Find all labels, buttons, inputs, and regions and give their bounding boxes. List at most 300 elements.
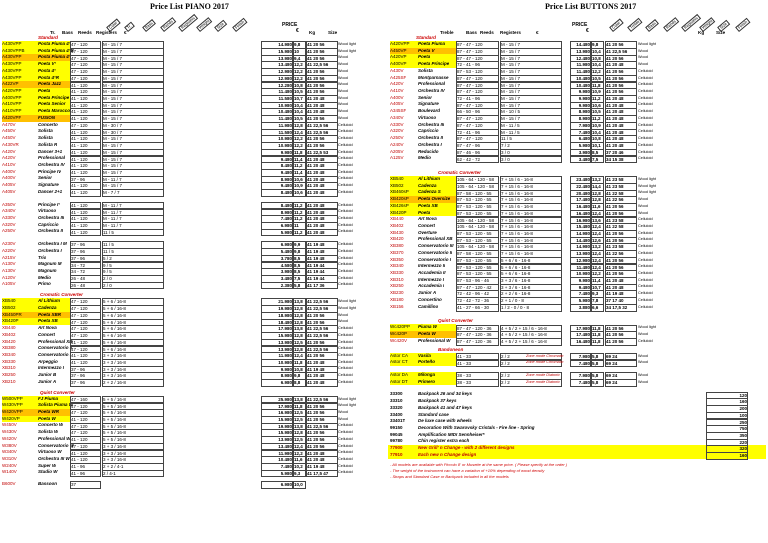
keys-value: 37 bbox=[70, 481, 101, 489]
accessory-price: 100 bbox=[706, 412, 748, 420]
mode-note: Zone mode Diatonic bbox=[526, 379, 560, 384]
size-value: 41 20 48 bbox=[605, 129, 637, 137]
registers-value: 5 + 5 / 16-8 bbox=[102, 409, 164, 417]
model-name: Camillino bbox=[418, 303, 439, 309]
keys-value: 87 - 47 - 120 bbox=[456, 102, 499, 110]
model-name: Posta Piuma 4°B bbox=[38, 47, 74, 53]
price-value: 15.480 bbox=[570, 223, 591, 231]
model-code: XB156 bbox=[390, 303, 404, 309]
finish-value: Celluloid bbox=[338, 326, 353, 331]
keys-value: 41 - 120 bbox=[70, 162, 101, 170]
price-value: 15.980 bbox=[261, 416, 293, 424]
size-value: 37 17 40 bbox=[605, 297, 637, 305]
weight-value: 9,8 bbox=[293, 372, 306, 380]
piano-row bbox=[0, 162, 372, 169]
price-value: 14.480 bbox=[570, 41, 591, 49]
size-value: 41 22,5 56 bbox=[306, 423, 338, 431]
weight-value: 12,4 bbox=[591, 257, 604, 265]
size-value: 41 22,5 56 bbox=[306, 122, 338, 130]
buttons-section-bandoneon: Bandoneon bbox=[438, 346, 464, 352]
size-value: 41 20 48 bbox=[605, 284, 637, 292]
piano-price-unit: € bbox=[296, 28, 299, 34]
keys-value: 87 - 47 - 120 - 36 bbox=[456, 338, 499, 346]
model-code: A405V bbox=[2, 182, 16, 188]
registers-value: 5 + 6 / 16-8 bbox=[102, 305, 164, 313]
finish-value: Celluloid bbox=[338, 282, 353, 287]
size-value: 69 24 bbox=[605, 353, 637, 361]
keys-value: 47 - 120 bbox=[70, 41, 101, 49]
size-value: 41 20 56 bbox=[306, 115, 338, 123]
buttons-row bbox=[388, 68, 766, 75]
buttons-row bbox=[388, 142, 766, 149]
piano-row bbox=[0, 215, 372, 222]
model-name: Professional XB bbox=[418, 236, 453, 242]
weight-value: 11,2 bbox=[591, 95, 604, 103]
model-name: Conservatorio III bbox=[418, 243, 454, 249]
price-value: 3.880 bbox=[570, 304, 591, 312]
accessory-row bbox=[388, 452, 766, 459]
model-name: Posta Piuma 4° bbox=[38, 41, 71, 46]
model-name: Cadenza bbox=[418, 182, 437, 188]
finish-value: Celluloid bbox=[338, 229, 353, 234]
keys-value: 87 - 53 - 120 - 55 bbox=[456, 264, 499, 272]
size-value: 41 20 48 bbox=[605, 108, 637, 116]
model-name: Virtuoso bbox=[38, 208, 57, 214]
model-code: A410V bbox=[2, 161, 16, 167]
model-code: Wc420PP bbox=[390, 324, 411, 330]
model-code: XB380 bbox=[390, 243, 404, 249]
model-code: A230V bbox=[2, 241, 16, 247]
finish-value: Celluloid bbox=[638, 338, 653, 343]
model-code: Astor CA bbox=[390, 352, 409, 358]
weight-value: 10,4 bbox=[591, 48, 604, 56]
piano-converter-row bbox=[0, 372, 372, 379]
finish-value: Wood bbox=[638, 379, 648, 384]
price-value: 15.980 bbox=[261, 429, 293, 437]
price-value: 19.980 bbox=[261, 423, 293, 431]
piano-converter-row bbox=[0, 312, 372, 319]
registers-value: 5 + 6 / 16-8 bbox=[102, 339, 164, 347]
buttons-bandoneon-row bbox=[388, 359, 766, 366]
model-name: Junior A bbox=[418, 290, 437, 296]
size-value: 41 20 48 bbox=[306, 372, 338, 380]
model-name: Posta Piuma 4° bbox=[38, 54, 71, 60]
model-name: Poeta V bbox=[418, 47, 435, 53]
price-value: 18.980 bbox=[261, 312, 293, 320]
registers-value: M - 15 / 7 bbox=[102, 55, 164, 63]
weight-value: 13,6 bbox=[591, 217, 604, 225]
price-value: 7.480 bbox=[261, 215, 293, 223]
size-value: 41 22 58 bbox=[605, 223, 637, 231]
weight-value: 8,5 bbox=[293, 255, 306, 263]
accessory-desc: Chin register extra each bbox=[418, 438, 470, 444]
piano-quint-row bbox=[0, 443, 372, 450]
registers-value: M - 11 / 7 bbox=[102, 176, 164, 184]
weight-value: 13,2 bbox=[591, 243, 604, 251]
accessory-price: 120 bbox=[706, 392, 748, 400]
registers-value: 7 + 15 / 6 - 16-8 bbox=[500, 196, 562, 204]
finish-value: Celluloid bbox=[638, 142, 653, 147]
accessory-code: 33401T bbox=[390, 418, 406, 424]
keys-value: 72 - 42 - 72 - 36 bbox=[456, 297, 499, 305]
registers-value: 5 + 5 / 16-8 bbox=[102, 416, 164, 424]
keys-value: 87 - 47 - 120 bbox=[456, 55, 499, 63]
piano-bassoon-row bbox=[0, 481, 372, 488]
model-code: A330V bbox=[390, 121, 404, 127]
keys-value: 41 - 120 bbox=[70, 182, 101, 190]
piano-row bbox=[0, 68, 372, 75]
price-value: 13.980 bbox=[261, 339, 293, 347]
size-value: 41 20 56 bbox=[306, 436, 338, 444]
weight-value: 9,3 bbox=[591, 290, 604, 298]
model-name: Professional W bbox=[418, 337, 451, 343]
accessory-row bbox=[388, 445, 766, 452]
buttons-price-sheet bbox=[388, 0, 768, 543]
price-value: 6.980 bbox=[261, 379, 293, 387]
accessory-row bbox=[388, 405, 766, 412]
keys-value: 87 - 53 - 120 - 55 bbox=[456, 257, 499, 265]
price-value: 6.480 bbox=[570, 135, 591, 143]
price-value: 14.980 bbox=[261, 41, 293, 49]
price-value: 10.480 bbox=[261, 108, 293, 116]
model-code: Astor DA bbox=[390, 371, 409, 377]
rotated-header: Weight bbox=[196, 17, 212, 32]
weight-value: 12,2 bbox=[293, 135, 306, 143]
finish-value: Wood bbox=[638, 372, 648, 377]
weight-value: 7,8 bbox=[591, 297, 604, 305]
price-value: 11.580 bbox=[261, 95, 293, 103]
piano-row bbox=[0, 202, 372, 209]
model-name: Poeta Principe bbox=[418, 61, 450, 67]
size-value: 34 17,5 32 bbox=[605, 304, 637, 312]
registers-value: 5 + 6 / 16-8 bbox=[102, 346, 164, 354]
size-value: 41 20 48 bbox=[306, 95, 338, 103]
registers-value: M - 15 / 7 bbox=[500, 75, 562, 83]
model-code: A105V bbox=[2, 281, 16, 287]
buttons-col-treble: Treble bbox=[440, 30, 454, 35]
keys-value: 41 - 120 bbox=[70, 229, 101, 237]
size-value: 41 20 56 bbox=[306, 82, 338, 90]
piano-converter-row bbox=[0, 345, 372, 352]
model-name: Poeta XB bbox=[38, 318, 58, 324]
weight-value: 9,3 bbox=[293, 470, 306, 478]
model-code: A400VP bbox=[390, 61, 407, 67]
model-code: A320V bbox=[390, 128, 404, 134]
weight-value: 9,8 bbox=[293, 41, 306, 49]
registers-value: M - 11 / 5 bbox=[500, 129, 562, 137]
weight-value: 11,2 bbox=[591, 115, 604, 123]
size-value: 41 20 56 bbox=[605, 75, 637, 83]
registers-value: 11 / 5 bbox=[102, 248, 164, 256]
model-code: XB340 bbox=[2, 351, 16, 357]
piano-row bbox=[0, 108, 372, 115]
price-value: 12.980 bbox=[261, 75, 293, 83]
size-value: 41 20 56 bbox=[306, 319, 338, 327]
piano-row bbox=[0, 101, 372, 108]
weight-value: 10,4 bbox=[293, 108, 306, 116]
accessory-code: 99150 bbox=[390, 425, 403, 430]
model-code: A330V bbox=[2, 215, 16, 220]
finish-value: Celluloid bbox=[638, 291, 653, 296]
weight-value: 11,8 bbox=[591, 325, 604, 333]
model-name: Trio bbox=[38, 254, 47, 260]
keys-value: 41 - 120 bbox=[70, 436, 101, 444]
price-value: 9.480 bbox=[261, 182, 293, 190]
model-code: A420V bbox=[2, 148, 16, 154]
model-code: XB310 bbox=[390, 276, 404, 282]
finish-value: Celluloid bbox=[638, 237, 653, 242]
model-name: Junior A bbox=[38, 378, 57, 384]
size-value: 41 20 56 bbox=[306, 75, 338, 83]
keys-value: 47 - 120 bbox=[70, 298, 101, 306]
finish-value: Celluloid bbox=[338, 183, 353, 188]
registers-value: 5 + 5 / 16-8 bbox=[102, 429, 164, 437]
finish-value: Celluloid bbox=[638, 109, 653, 114]
size-value: 41 20 48 bbox=[306, 108, 338, 116]
price-value: 9.980 bbox=[261, 366, 293, 374]
rotated-header: Weight bbox=[699, 17, 715, 32]
weight-value: 12,6 bbox=[591, 237, 604, 245]
finish-value: Celluloid bbox=[638, 297, 653, 302]
finish-value: Celluloid bbox=[338, 202, 353, 207]
model-code: A430VPP bbox=[2, 54, 22, 60]
weight-value: 13,8 bbox=[293, 298, 306, 306]
finish-value: Wood bbox=[638, 332, 648, 337]
price-value: 16.980 bbox=[570, 217, 591, 225]
model-name: Conservatorio II bbox=[418, 249, 453, 255]
price-value: 10.980 bbox=[570, 270, 591, 278]
piano-row bbox=[0, 81, 372, 88]
model-name: Professional bbox=[418, 81, 446, 87]
size-value: 41 20 56 bbox=[306, 142, 338, 150]
price-value: 23.480 bbox=[570, 176, 591, 184]
price-value: 8.980 bbox=[570, 108, 591, 116]
accessory-price: 160 bbox=[706, 452, 748, 460]
model-name: Conservatorio I bbox=[38, 351, 72, 357]
registers-value: 9 / 5 bbox=[102, 268, 164, 276]
buttons-rotated-headers bbox=[610, 10, 763, 32]
model-code: XB540 bbox=[2, 298, 16, 304]
finish-value: Celluloid bbox=[638, 224, 653, 228]
accessory-price: 160 bbox=[706, 398, 748, 406]
registers-value: M - 11 / 5 bbox=[500, 122, 562, 130]
registers-value: 2 / 0 bbox=[102, 282, 164, 290]
size-value: 41 17,5 47 bbox=[306, 470, 338, 478]
buttons-row bbox=[388, 122, 766, 129]
accessory-code: 33320 bbox=[390, 404, 403, 410]
buttons-row bbox=[388, 88, 766, 95]
price-value: 11.980 bbox=[261, 122, 293, 130]
model-code: XB402 bbox=[2, 331, 16, 337]
price-value: 4.580 bbox=[261, 262, 293, 270]
keys-value: 87 - 53 - 120 - 55 bbox=[456, 270, 499, 278]
size-value: 41 20 48 bbox=[306, 202, 338, 210]
keys-value: 72 - 41 - 96 bbox=[456, 61, 499, 69]
size-value: 41 20 48 bbox=[306, 156, 338, 164]
keys-value: 41 - 120 bbox=[70, 359, 101, 367]
model-code: A420V bbox=[2, 155, 16, 161]
size-value: 41 19 48 bbox=[306, 248, 338, 256]
piano-row bbox=[0, 182, 372, 189]
registers-value: 2 / 2 bbox=[500, 353, 562, 361]
piano-row bbox=[0, 142, 372, 149]
model-code: XB420P bbox=[2, 318, 19, 324]
weight-value: 13,8 bbox=[293, 423, 306, 431]
piano-row bbox=[0, 208, 372, 215]
piano-converter-row bbox=[0, 332, 372, 339]
piano-row bbox=[0, 115, 372, 122]
piano-converter-row bbox=[0, 352, 372, 359]
buttons-price-label: PRICE bbox=[572, 22, 588, 28]
model-name: Medio bbox=[38, 274, 51, 280]
registers-value: 3 + 3 / 6 - 16-8 bbox=[500, 277, 562, 285]
model-name: Poeta Jazz bbox=[38, 81, 62, 87]
accessory-row bbox=[388, 432, 766, 439]
registers-value: 11 / 5 bbox=[102, 229, 164, 237]
accessory-desc: Decoration With Swarovsky Cristals - Fire line - Spring bbox=[418, 425, 535, 430]
keys-value: 37 - 96 bbox=[70, 176, 101, 184]
finish-value: Celluloid bbox=[338, 463, 353, 468]
finish-value: Wood bbox=[338, 75, 348, 80]
model-code: A420VPP bbox=[390, 41, 410, 46]
piano-quint-row bbox=[0, 396, 372, 403]
finish-value: Wood light bbox=[338, 42, 356, 46]
registers-value: 7 + 15 / 6 - 16-8 bbox=[500, 223, 562, 231]
keys-value: 47 - 120 bbox=[70, 305, 101, 313]
keys-value: 72 - 42 - 96 - 42 bbox=[456, 290, 499, 298]
size-value: 41 20 48 bbox=[306, 209, 338, 217]
finish-value: Celluloid bbox=[638, 129, 653, 134]
weight-value: 10,2 bbox=[293, 463, 306, 471]
price-value: 8.980 bbox=[570, 115, 591, 123]
price-value: 13.980 bbox=[261, 436, 293, 444]
keys-value: 41 - 27 - 66 - 30 bbox=[456, 304, 499, 312]
finish-value: Wood bbox=[338, 89, 348, 94]
buttons-converter-row bbox=[388, 203, 766, 210]
weight-value: 12,8 bbox=[293, 305, 306, 313]
model-name: Poeta V° bbox=[38, 61, 57, 67]
price-value: 21.980 bbox=[261, 298, 293, 306]
registers-value: M - 15 / 7 bbox=[500, 48, 562, 56]
finish-value: Celluloid bbox=[338, 443, 353, 448]
model-name: Poeta Piuma bbox=[418, 41, 446, 46]
registers-value: 3 + 3 / 16-8 bbox=[102, 359, 164, 367]
weight-value: 11,8 bbox=[591, 331, 604, 339]
weight-value: 10,9 bbox=[591, 88, 604, 96]
model-code: W420VP bbox=[2, 415, 20, 421]
price-value: 13.480 bbox=[261, 443, 293, 451]
model-code: XB180 bbox=[390, 296, 404, 302]
registers-value: M - 15 / 7 bbox=[102, 48, 164, 56]
buttons-row bbox=[388, 54, 766, 61]
buttons-col-size: Size bbox=[716, 30, 726, 35]
finish-value: Celluloid bbox=[638, 149, 653, 154]
registers-value: 5 + 6 / 16-8 bbox=[102, 298, 164, 306]
keys-value: 87 - 47 - 120 bbox=[456, 135, 499, 143]
finish-value: Celluloid bbox=[338, 436, 353, 441]
finish-value: Wood bbox=[638, 360, 648, 365]
keys-value: 47 - 120 bbox=[70, 75, 101, 83]
finish-value: Celluloid bbox=[638, 244, 653, 249]
registers-value: 2 / 2 bbox=[500, 360, 562, 368]
registers-value: M - 15 / 7 bbox=[102, 142, 164, 150]
piano-rotated-headers bbox=[107, 10, 310, 32]
piano-row bbox=[0, 222, 372, 229]
model-code: A340V bbox=[2, 208, 16, 214]
rotated-header: Registers bbox=[178, 14, 198, 32]
weight-value: 12,5 bbox=[293, 436, 306, 444]
buttons-col-bass: Bass bbox=[466, 30, 477, 35]
buttons-bandoneon-row bbox=[388, 353, 766, 360]
model-code: A405V bbox=[390, 101, 404, 107]
model-code: A250V bbox=[390, 135, 404, 141]
registers-value: 3 + 3 / 16-8 bbox=[102, 366, 164, 374]
buttons-converter-row bbox=[388, 257, 766, 264]
registers-value: 3 + 3 / 16-8 bbox=[102, 352, 164, 360]
model-code: W450V bbox=[2, 422, 17, 428]
buttons-converter-row bbox=[388, 297, 766, 304]
registers-value: 4 + 5 / 2 + 15 / 6 - 16-8 bbox=[500, 338, 562, 346]
size-value: 41 20 48 bbox=[605, 61, 637, 69]
model-code: A320V bbox=[2, 221, 16, 227]
model-code: A410V bbox=[390, 88, 404, 94]
finish-value: Celluloid bbox=[638, 95, 653, 100]
weight-value: 13,8 bbox=[293, 325, 306, 333]
model-name: Senior bbox=[38, 175, 53, 181]
price-value: 3.480 bbox=[261, 275, 293, 283]
finish-value: Wood bbox=[338, 109, 348, 114]
price-value: 11.480 bbox=[261, 88, 293, 96]
size-value: 41 23 58 bbox=[605, 243, 637, 251]
weight-value: 12,2 bbox=[293, 68, 306, 76]
model-name: Conservatorio I bbox=[418, 256, 452, 262]
finish-value: Celluloid bbox=[338, 269, 353, 274]
keys-value: 37 - 96 bbox=[70, 372, 101, 380]
finish-value: Celluloid bbox=[338, 162, 353, 167]
size-value: 41 22,5 56 bbox=[306, 129, 338, 137]
piano-converter-row bbox=[0, 365, 372, 372]
model-code: XB440 bbox=[2, 325, 16, 331]
size-value: 41 20 56 bbox=[306, 312, 338, 320]
finish-value: Celluloid bbox=[638, 257, 653, 262]
weight-value: 13,8 bbox=[293, 396, 306, 404]
model-code: XB420 bbox=[2, 338, 16, 344]
size-value: 41 20 48 bbox=[306, 102, 338, 110]
model-code: W430V bbox=[2, 429, 17, 435]
keys-value: 47 - 120 bbox=[70, 61, 101, 69]
finish-value: Celluloid bbox=[638, 75, 653, 80]
finish-value: Celluloid bbox=[338, 332, 353, 337]
size-value: 41 22,5 56 bbox=[306, 332, 338, 340]
model-name: Bassoon bbox=[38, 481, 58, 487]
model-name: Cadenza S bbox=[418, 189, 441, 195]
keys-value: 87 - 47 - 120 bbox=[456, 122, 499, 130]
model-name: Posta 4° bbox=[38, 67, 56, 73]
keys-value: 72 - 41 - 96 bbox=[456, 129, 499, 137]
keys-value: 41 - 120 bbox=[70, 450, 101, 458]
finish-value: Celluloid bbox=[638, 156, 653, 161]
size-value: 41 23 58 bbox=[605, 217, 637, 225]
buttons-row bbox=[388, 149, 766, 156]
size-value: 41 20 56 bbox=[605, 264, 637, 272]
piano-row bbox=[0, 122, 372, 129]
finish-value: Celluloid bbox=[338, 222, 353, 227]
finish-value: Celluloid bbox=[638, 68, 653, 73]
model-code: Astor DT bbox=[390, 378, 408, 384]
size-value: 41 23 58 bbox=[605, 176, 637, 184]
buttons-converter-row bbox=[388, 189, 766, 196]
price-value: 8.980 bbox=[261, 176, 293, 184]
